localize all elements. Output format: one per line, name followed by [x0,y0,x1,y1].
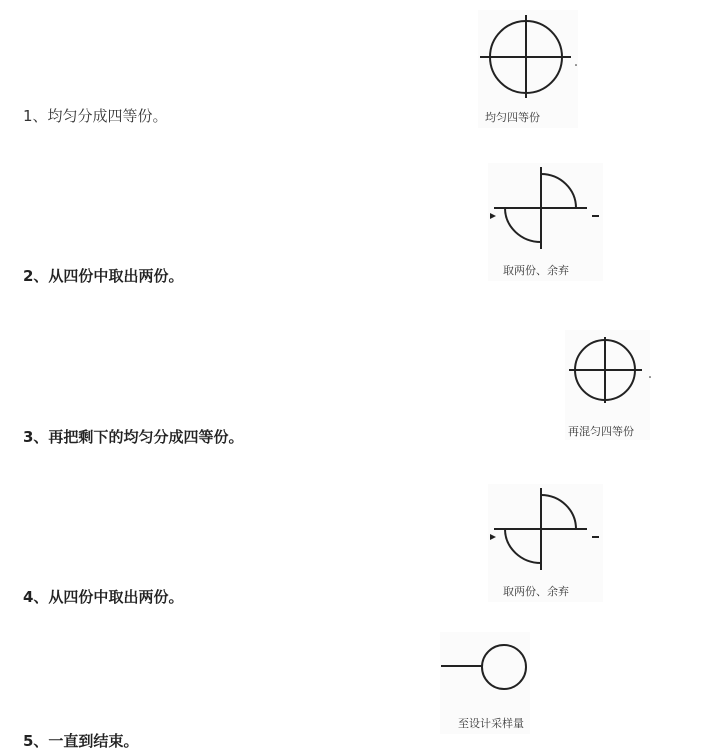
circle-with-line-icon [441,645,526,689]
figure-1-caption: 均匀四等份 [485,111,540,124]
step-4: 4、从四份中取出两份。 [23,588,184,606]
step-1: 1、均匀分成四等份。 [23,107,168,125]
opposite-quarters-icon [490,488,599,570]
figure-4-caption: 取两份、余弃 [503,585,569,598]
step-3: 3、再把剩下的均匀分成四等份。 [23,428,244,446]
step-5: 5、一直到结束。 [23,732,139,750]
opposite-quarters-icon [490,167,599,249]
circle-quartered-icon [480,15,577,98]
figure-5-caption: 至设计采样量 [458,717,524,730]
step-2: 2、从四份中取出两份。 [23,267,184,285]
circle-quartered-icon [569,337,651,403]
figure-2-caption: 取两份、余弃 [503,264,569,277]
figure-3-caption: 再混匀四等份 [568,425,634,438]
